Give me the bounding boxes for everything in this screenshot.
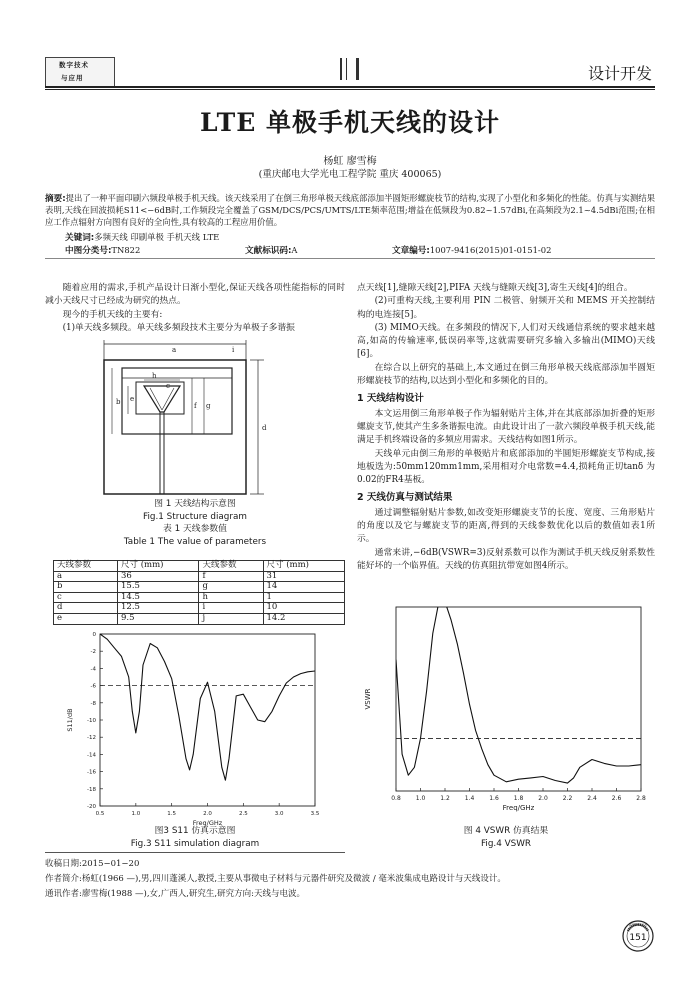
paragraph: 随着应用的需求,手机产品设计日渐小型化,保证天线各项性能指标的同时减小天线尺寸已经成为研究的热点。 <box>45 283 345 307</box>
x-tick-label: 1.0 <box>415 795 426 802</box>
table-header-cell: 天线参数 <box>199 561 263 572</box>
x-tick-label: 3.5 <box>310 811 320 817</box>
journal-logo-line1: 数字技术 <box>59 61 89 69</box>
table-row <box>54 582 345 593</box>
corresponding-author: 通讯作者:廖雪梅(1988 —),女,广西人,研究生,研究方向:天线与电波。 <box>45 889 306 899</box>
doc-label: 文献标识码: <box>245 246 292 256</box>
affiliation: (重庆邮电大学光电工程学院 重庆 400065) <box>258 169 442 180</box>
doc-code <box>245 244 297 256</box>
journal-logo-line2: 与应用 <box>61 74 84 82</box>
paragraph: 天线单元由倒三角形的单极贴片和底部添加的半圆矩形螺旋支节构成,接地板选为:50mm120mm1mm,采用相对介电常数=4.4,损耗角正切tanδ 为0.02的FR4基板。 <box>357 448 655 486</box>
x-tick-label: 1.8 <box>513 795 524 802</box>
y-tick-label: -4 <box>90 666 96 673</box>
page-number-badge <box>622 920 654 952</box>
section-heading-1: 1 天线结构设计 <box>357 393 424 405</box>
keywords-label: 关键词: <box>65 233 95 243</box>
vswr-chart <box>360 603 655 825</box>
page-number: 151 <box>629 933 647 943</box>
table-row <box>54 603 345 614</box>
table-cell: d <box>54 603 118 614</box>
table-cell: g <box>199 582 263 593</box>
fig1-label-d: d <box>262 424 267 432</box>
fig1-label-a: a <box>172 346 177 354</box>
plot-frame <box>100 634 315 806</box>
fig1-label-b: b <box>116 398 121 406</box>
table-cell: 1 <box>263 592 345 603</box>
table1-caption-en: Table 1 The value of parameters <box>123 536 267 547</box>
paragraph: 通常来讲,−6dB(VSWR=3)反射系数可以作为测试手机天线反射系数性能好坏的一个临界值。天线的仿真阻抗带宽如图4所示。 <box>357 547 655 571</box>
x-tick-label: 1.5 <box>167 811 177 817</box>
x-tick-label: 0.8 <box>391 795 401 802</box>
left-column-intro <box>45 282 345 335</box>
article-number <box>392 244 551 256</box>
right-column-text <box>357 282 655 573</box>
footnote-rule <box>45 852 345 853</box>
x-tick-label: 2.0 <box>538 795 548 802</box>
abstract <box>45 193 655 228</box>
table-cell: i <box>199 603 263 614</box>
y-tick-label: 0 <box>92 632 96 638</box>
y-axis-label: VSWR <box>364 688 372 710</box>
y-tick-label: -6 <box>90 683 96 690</box>
series-line <box>396 603 641 783</box>
authors: 杨虹 廖雪梅 <box>323 156 377 167</box>
paragraph: (3) MIMO天线。在多频段的情况下,人们对天线通信系统的要求越来越高,如高的传输速率,低误码率等,这就需要研究多输入多输出(MIMO)天线[6]。 <box>357 322 655 360</box>
fig1-caption-cn: 图 1 天线结构示意图 <box>154 499 236 509</box>
table-cell: 14.5 <box>118 592 199 603</box>
paragraph: 本文运用倒三角形单极子作为辐射贴片主体,并在其底部添加折叠的矩形螺旋支节,使其产生多条谐振电流。由此设计出了一款六频段单极手机天线,能满足手机终端设备的多频应用需求。天线结构如图1所示。 <box>357 408 655 446</box>
paragraph: (1)单天线多频段。单天线多频段技术主要分为单极子多谐振 <box>62 322 295 333</box>
series-line <box>100 634 315 780</box>
paragraph: 通过调整辐射贴片参数,如改变矩形螺旋支节的长度、宽度、三角形贴片的角度以及它与螺旋支节的距离,得到的天线参数优化以后的数值如表1所示。 <box>357 507 655 545</box>
figure4-caption <box>357 825 655 850</box>
s11-chart <box>60 632 320 830</box>
fig1-label-g: g <box>206 402 211 410</box>
y-axis-label: S11/dB <box>66 708 74 732</box>
fig4-caption-cn: 图 4 VSWR 仿真结果 <box>463 826 549 836</box>
table-cell: f <box>199 571 263 582</box>
figure1-caption <box>45 498 345 548</box>
x-tick-label: 1.0 <box>131 811 141 817</box>
doc-value: A <box>291 245 298 255</box>
table1-caption-cn: 表 1 天线参数值 <box>163 524 227 534</box>
keywords <box>65 231 219 243</box>
spiral-stub <box>136 382 184 414</box>
clc-label: 中图分类号: <box>65 246 112 256</box>
abstract-text: 提出了一种平面印刷六频段单极手机天线。该天线采用了在倒三角形单极天线底部添加半圆矩形螺旋枝节的结构,实现了小型化和多频化的性能。仿真与实测结果表明,天线在回波损耗S11<−6dB时,工作频段完全覆盖了GSM/DCS/PCS/UMTS/LTE频率范围;增益在低频段为0.82~1.57dBi,在高频段为2.1~4.5dBi范围;在相应工作点辐射方向图有良好的全向性,具有较高的工程应用价值。 <box>45 193 655 227</box>
received-date: 收稿日期:2015−01−20 <box>45 859 140 869</box>
x-tick-label: 3.0 <box>274 811 284 817</box>
x-tick-label: 1.2 <box>440 795 450 802</box>
badge-text: 数字技术与应用 <box>628 923 648 927</box>
clc-number <box>65 244 140 256</box>
table-cell: 9.5 <box>118 613 199 624</box>
x-tick-label: 2.5 <box>238 811 248 817</box>
x-tick-label: 2.8 <box>636 795 646 802</box>
table-row <box>54 592 345 603</box>
table-cell: 31 <box>263 571 345 582</box>
y-tick-label: -10 <box>87 718 96 724</box>
y-tick-label: -16 <box>87 769 96 776</box>
table-cell: b <box>54 582 118 593</box>
table-cell: 36 <box>118 571 199 582</box>
fig1-label-c: c <box>166 382 170 390</box>
paragraph: 在综合以上研究的基础上,本文通过在倒三角形单极天线底部添加半圆矩形螺旋枝节的结构,以达到小型化和多频化的目的。 <box>357 362 655 387</box>
header-rule <box>45 86 655 88</box>
table-header-cell: 天线参数 <box>54 561 118 572</box>
keywords-text: 多频天线 印刷单极 手机天线 LTE <box>94 232 220 242</box>
abstract-label: 摘要: <box>45 194 66 204</box>
table-cell: 14.2 <box>263 613 345 624</box>
table-cell: c <box>54 592 118 603</box>
x-tick-label: 2.6 <box>611 795 622 802</box>
x-tick-label: 2.4 <box>587 795 597 802</box>
fig1-label-f: f <box>194 402 197 410</box>
fig1-caption-en: Fig.1 Structure diagram <box>143 511 247 522</box>
paragraph: 点天线[1],缝隙天线[2],PIFA 天线与缝隙天线[3],寄生天线[4]的组合。 <box>357 283 633 293</box>
table-cell: a <box>54 571 118 582</box>
table-header-cell: 尺寸 (mm) <box>263 561 345 572</box>
fig1-label-h: h <box>152 372 157 380</box>
section-heading-2: 2 天线仿真与测试结果 <box>357 492 453 504</box>
x-tick-label: 1.4 <box>464 795 475 802</box>
x-tick-label: 2.2 <box>562 795 573 802</box>
fig3-caption-en: Fig.3 S11 simulation diagram <box>130 838 260 849</box>
paragraph: (2)可重构天线,主要利用 PIN 二极管、射频开关和 MEMS 开关控制结构的电连接[5]。 <box>357 296 655 320</box>
table-cell: 10 <box>263 603 345 614</box>
abstract-separator <box>45 258 655 259</box>
figure1-antenna-structure <box>92 338 292 498</box>
clc-value: TN822 <box>111 245 141 255</box>
fig4-caption-en: Fig.4 VSWR <box>480 838 532 849</box>
x-tick-label: 2.0 <box>203 811 212 817</box>
fig3-caption-cn: 图3 S11 仿真示意图 <box>154 826 236 836</box>
y-tick-label: -14 <box>87 752 96 759</box>
table-cell: 15.5 <box>118 582 199 593</box>
art-label: 文章编号: <box>392 246 430 256</box>
y-tick-label: -20 <box>87 804 96 810</box>
x-axis-label: Freq/GHz <box>502 804 535 812</box>
y-tick-label: -12 <box>87 735 96 742</box>
y-tick-label: -8 <box>90 700 96 707</box>
parameter-table <box>53 560 345 625</box>
x-axis-label: Freq/GHz <box>192 819 223 827</box>
table-row <box>54 613 345 624</box>
triangle-patch <box>144 386 180 412</box>
fig1-label-i: i <box>232 346 235 354</box>
table-header-cell: 尺寸 (mm) <box>118 561 199 572</box>
table-cell: 14 <box>263 582 345 593</box>
table-header-row <box>54 561 345 572</box>
author-intro: 作者简介:杨虹(1966 —),男,四川蓬溪人,教授,主要从事微电子材料与元器件研究及微波 / 毫米波集成电路设计与天线设计。 <box>45 874 506 884</box>
fig1-label-e: e <box>130 395 135 403</box>
article-title: LTE 单极手机天线的设计 <box>200 108 500 137</box>
table-cell: e <box>54 613 118 624</box>
y-tick-label: -18 <box>87 786 96 793</box>
figure3-caption <box>45 825 345 850</box>
table-cell: j <box>199 613 263 624</box>
x-tick-label: 0.5 <box>95 811 105 817</box>
header-decoration <box>40 58 360 80</box>
table-cell: h <box>199 592 263 603</box>
header-rule-thin <box>45 89 655 90</box>
x-tick-label: 1.6 <box>489 795 499 802</box>
paragraph: 现今的手机天线的主要有: <box>62 309 163 320</box>
table-row <box>54 571 345 582</box>
art-value: 1007-9416(2015)01-0151-02 <box>429 245 552 255</box>
y-tick-label: -2 <box>90 649 96 656</box>
table-cell: 12.5 <box>118 603 199 614</box>
section-label: 设计开发 <box>587 64 652 83</box>
